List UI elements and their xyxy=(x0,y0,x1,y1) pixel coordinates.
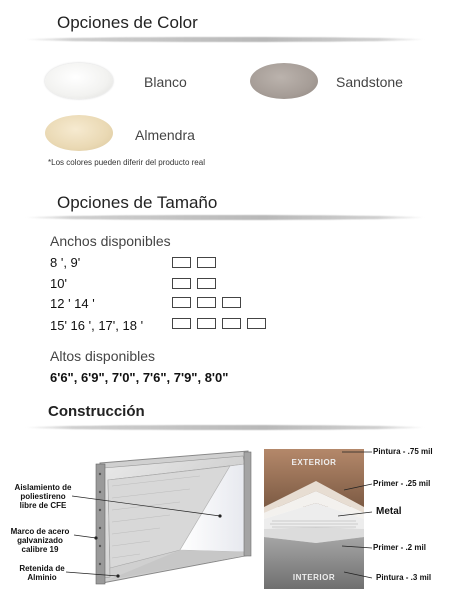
swatch-almendra[interactable] xyxy=(45,115,113,151)
layer-leader-lines xyxy=(330,450,380,580)
layer-label-paint-exterior: Pintura - .75 mil xyxy=(373,447,433,456)
layer-label-metal: Metal xyxy=(376,506,402,517)
heights-heading: Altos disponibles xyxy=(50,348,156,364)
widths-heading: Anchos disponibles xyxy=(50,233,171,249)
door-box xyxy=(197,278,216,289)
width-option-label: 8 ', 9' xyxy=(50,255,81,270)
heights-values: 6'6", 6'9", 7'0", 7'6", 7'9", 8'0" xyxy=(50,370,229,385)
color-section-divider xyxy=(25,37,425,42)
layer-label-primer-exterior: Primer - .25 mil xyxy=(373,479,431,488)
width-option-boxes xyxy=(172,257,216,268)
width-option-boxes xyxy=(172,318,266,329)
door-box xyxy=(172,318,191,329)
door-box xyxy=(222,297,241,308)
size-section-title: Opciones de Tamaño xyxy=(57,193,218,212)
callout-frame: Marco de acero galvanizado calibre 19 xyxy=(10,527,70,554)
color-label-blanco: Blanco xyxy=(144,74,187,90)
color-section-title: Opciones de Color xyxy=(57,13,198,32)
width-option-label: 10' xyxy=(50,276,67,291)
door-box xyxy=(247,318,266,329)
color-disclaimer: *Los colores pueden diferir del producto real xyxy=(48,158,205,167)
callout-insulation: Aislamiento de poliestireno libre de CFE xyxy=(14,483,72,510)
door-box xyxy=(172,278,191,289)
door-box xyxy=(197,297,216,308)
exterior-layer-label: EXTERIOR xyxy=(291,458,337,467)
layer-label-paint-interior: Pintura - .3 mil xyxy=(376,573,432,582)
swatch-sandstone[interactable] xyxy=(250,63,318,99)
door-box xyxy=(222,318,241,329)
door-box xyxy=(172,257,191,268)
construction-section-title: Construcción xyxy=(48,403,145,420)
swatch-blanco[interactable] xyxy=(45,63,113,99)
layer-label-primer-interior: Primer - .2 mil xyxy=(373,543,426,552)
color-label-sandstone: Sandstone xyxy=(336,74,403,90)
door-box xyxy=(197,257,216,268)
door-box xyxy=(197,318,216,329)
color-label-almendra: Almendra xyxy=(135,127,195,143)
width-option-boxes xyxy=(172,297,241,308)
size-section-divider xyxy=(25,215,425,220)
door-box xyxy=(172,297,191,308)
construction-section-divider xyxy=(25,425,425,430)
interior-layer-label: INTERIOR xyxy=(292,573,336,582)
width-option-label: 12 ' 14 ' xyxy=(50,296,95,311)
width-option-boxes xyxy=(172,278,216,289)
width-option-label: 15' 16 ', 17', 18 ' xyxy=(50,318,144,333)
callout-seal: Retenida de Alminio xyxy=(19,564,65,582)
